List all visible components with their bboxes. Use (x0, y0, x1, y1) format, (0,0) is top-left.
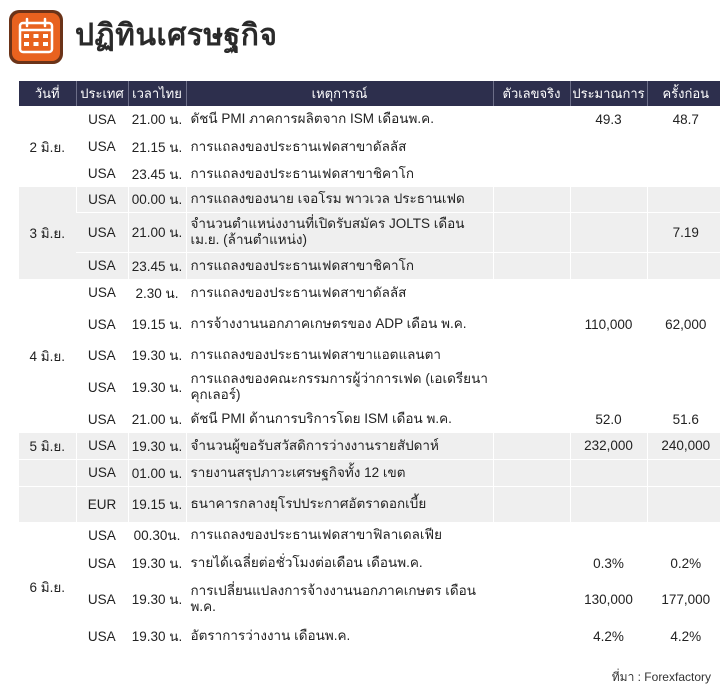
table-row (19, 106, 720, 133)
time-cell: 01.00 น. (128, 459, 186, 486)
actual-cell (493, 577, 570, 621)
country-cell: USA (76, 106, 128, 133)
time-cell: 19.15 น. (128, 486, 186, 522)
col-header-event: เหตุการณ์ (186, 81, 493, 106)
previous-cell: 0.2% (647, 549, 720, 577)
event-cell: ธนาคารกลางยุโรปประกาศอัตราดอกเบี้ย (186, 486, 493, 522)
forecast-cell (570, 252, 647, 279)
forecast-cell: 52.0 (570, 405, 647, 433)
time-cell: 23.45 น. (128, 252, 186, 279)
previous-cell (647, 459, 720, 486)
forecast-cell (570, 522, 647, 549)
date-cell: 5 มิ.ย. (19, 433, 76, 459)
actual-cell (493, 307, 570, 341)
table-row (19, 341, 720, 369)
actual-cell (493, 433, 570, 459)
time-cell: 21.00 น. (128, 212, 186, 252)
actual-cell (493, 252, 570, 279)
previous-cell (647, 486, 720, 522)
country-cell: USA (76, 212, 128, 252)
date-cell-empty (19, 486, 76, 522)
event-cell: การแถลงของประธานเฟดสาขาฟิลาเดลเฟีย (186, 522, 493, 549)
time-cell: 19.30 น. (128, 433, 186, 459)
previous-cell (647, 160, 720, 187)
actual-cell (493, 279, 570, 307)
table-row (19, 486, 720, 522)
page-header (9, 8, 709, 66)
country-cell: USA (76, 187, 128, 212)
table-row (19, 307, 720, 341)
previous-cell: 7.19 (647, 212, 720, 252)
time-cell: 00.00 น. (128, 187, 186, 212)
actual-cell (493, 405, 570, 433)
actual-cell (493, 459, 570, 486)
event-cell: จำนวนผู้ขอรับสวัสดิการว่างงานรายสัปดาห์ (186, 433, 493, 459)
previous-cell: 240,000 (647, 433, 720, 459)
time-cell: 21.15 น. (128, 133, 186, 160)
country-cell: USA (76, 459, 128, 486)
time-cell: 21.00 น. (128, 405, 186, 433)
forecast-cell (570, 341, 647, 369)
time-cell: 19.30 น. (128, 577, 186, 621)
time-cell: 19.30 น. (128, 621, 186, 651)
col-header-actual: ตัวเลขจริง (493, 81, 570, 106)
forecast-cell: 0.3% (570, 549, 647, 577)
previous-cell: 48.7 (647, 106, 720, 133)
event-cell: การแถลงของนาย เจอโรม พาวเวล ประธานเฟด (186, 187, 493, 212)
event-cell: การแถลงของประธานเฟดสาขาแอตแลนตา (186, 341, 493, 369)
country-cell: USA (76, 549, 128, 577)
actual-cell (493, 486, 570, 522)
forecast-cell (570, 369, 647, 405)
event-cell: การแถลงของประธานเฟดสาขาดัลลัส (186, 133, 493, 160)
event-cell: การแถลงของประธานเฟดสาขาดัลลัส (186, 279, 493, 307)
forecast-cell: 110,000 (570, 307, 647, 341)
date-cell: 4 มิ.ย. (19, 279, 76, 433)
table-header-row (19, 81, 720, 106)
event-cell: การจ้างงานนอกภาคเกษตรของ ADP เดือน พ.ค. (186, 307, 493, 341)
actual-cell (493, 160, 570, 187)
date-cell: 3 มิ.ย. (19, 187, 76, 279)
col-header-forecast: ประมาณการ (570, 81, 647, 106)
forecast-cell (570, 160, 647, 187)
previous-cell (647, 279, 720, 307)
event-cell: อัตราการว่างงาน เดือนพ.ค. (186, 621, 493, 651)
col-header-country: ประเทศ (76, 81, 128, 106)
table-row (19, 160, 720, 187)
previous-cell (647, 522, 720, 549)
event-cell: ดัชนี PMI ด้านการบริการโดย ISM เดือน พ.ค. (186, 405, 493, 433)
time-cell: 19.30 น. (128, 341, 186, 369)
event-cell: ดัชนี PMI ภาคการผลิตจาก ISM เดือนพ.ค. (186, 106, 493, 133)
actual-cell (493, 369, 570, 405)
country-cell: USA (76, 160, 128, 187)
page-title: ปฏิทินเศรษฐกิจ (75, 19, 278, 52)
date-cell-empty (19, 459, 76, 486)
previous-cell: 51.6 (647, 405, 720, 433)
country-cell: USA (76, 522, 128, 549)
forecast-cell (570, 279, 647, 307)
date-group (19, 187, 720, 279)
country-cell: USA (76, 252, 128, 279)
date-group (19, 522, 720, 651)
table-row (19, 405, 720, 433)
time-cell: 2.30 น. (128, 279, 186, 307)
forecast-cell (570, 187, 647, 212)
previous-cell (647, 341, 720, 369)
actual-cell (493, 549, 570, 577)
forecast-cell: 130,000 (570, 577, 647, 621)
previous-cell: 62,000 (647, 307, 720, 341)
time-cell: 23.45 น. (128, 160, 186, 187)
actual-cell (493, 621, 570, 651)
country-cell: USA (76, 577, 128, 621)
country-cell: USA (76, 279, 128, 307)
table-row (19, 187, 720, 212)
previous-cell (647, 133, 720, 160)
table-row (19, 621, 720, 651)
country-cell: USA (76, 307, 128, 341)
event-cell: รายงานสรุปภาวะเศรษฐกิจทั้ง 12 เขต (186, 459, 493, 486)
country-cell: EUR (76, 486, 128, 522)
forecast-cell: 232,000 (570, 433, 647, 459)
forecast-cell (570, 212, 647, 252)
actual-cell (493, 522, 570, 549)
previous-cell: 4.2% (647, 621, 720, 651)
event-cell: จำนวนตำแหน่งงานที่เปิดรับสมัคร JOLTS เดือน เม.ย. (ล้านตำแหน่ง) (186, 212, 493, 252)
event-cell: การเปลี่ยนแปลงการจ้างงานนอกภาคเกษตร เดือนพ.ค. (186, 577, 493, 621)
country-cell: USA (76, 621, 128, 651)
source-note: ที่มา : Forexfactory (611, 670, 711, 684)
time-cell: 19.15 น. (128, 307, 186, 341)
table-row (19, 577, 720, 621)
actual-cell (493, 341, 570, 369)
country-cell: USA (76, 341, 128, 369)
actual-cell (493, 212, 570, 252)
date-cell: 6 มิ.ย. (19, 522, 76, 651)
country-cell: USA (76, 133, 128, 160)
col-header-time: เวลาไทย (128, 81, 186, 106)
previous-cell (647, 252, 720, 279)
time-cell: 00.30น. (128, 522, 186, 549)
economic-calendar-table (19, 81, 720, 651)
table-row (19, 369, 720, 405)
actual-cell (493, 133, 570, 160)
table-row (19, 459, 720, 486)
time-cell: 19.30 น. (128, 369, 186, 405)
country-cell: USA (76, 369, 128, 405)
col-header-previous: ครั้งก่อน (647, 81, 720, 106)
previous-cell: 177,000 (647, 577, 720, 621)
actual-cell (493, 106, 570, 133)
time-cell: 19.30 น. (128, 549, 186, 577)
forecast-cell: 49.3 (570, 106, 647, 133)
event-cell: การแถลงของประธานเฟดสาขาชิคาโก (186, 160, 493, 187)
table-row (19, 549, 720, 577)
date-group (19, 106, 720, 187)
forecast-cell (570, 459, 647, 486)
country-cell: USA (76, 405, 128, 433)
calendar-icon (9, 10, 63, 64)
previous-cell (647, 187, 720, 212)
table-row (19, 252, 720, 279)
date-cell: 2 มิ.ย. (19, 106, 76, 187)
event-cell: การแถลงของประธานเฟดสาขาชิคาโก (186, 252, 493, 279)
date-group (19, 279, 720, 433)
forecast-cell (570, 133, 647, 160)
forecast-cell (570, 486, 647, 522)
forecast-cell: 4.2% (570, 621, 647, 651)
table-row (19, 133, 720, 160)
table-row (19, 212, 720, 252)
table-row (19, 522, 720, 549)
date-group (19, 433, 720, 522)
table-row (19, 433, 720, 459)
country-cell: USA (76, 433, 128, 459)
table-row (19, 279, 720, 307)
col-header-date: วันที่ (19, 81, 76, 106)
time-cell: 21.00 น. (128, 106, 186, 133)
event-cell: รายได้เฉลี่ยต่อชั่วโมงต่อเดือน เดือนพ.ค. (186, 549, 493, 577)
previous-cell (647, 369, 720, 405)
event-cell: การแถลงของคณะกรรมการผู้ว่าการเฟด (เอเดรียนา คุกเลอร์) (186, 369, 493, 405)
actual-cell (493, 187, 570, 212)
